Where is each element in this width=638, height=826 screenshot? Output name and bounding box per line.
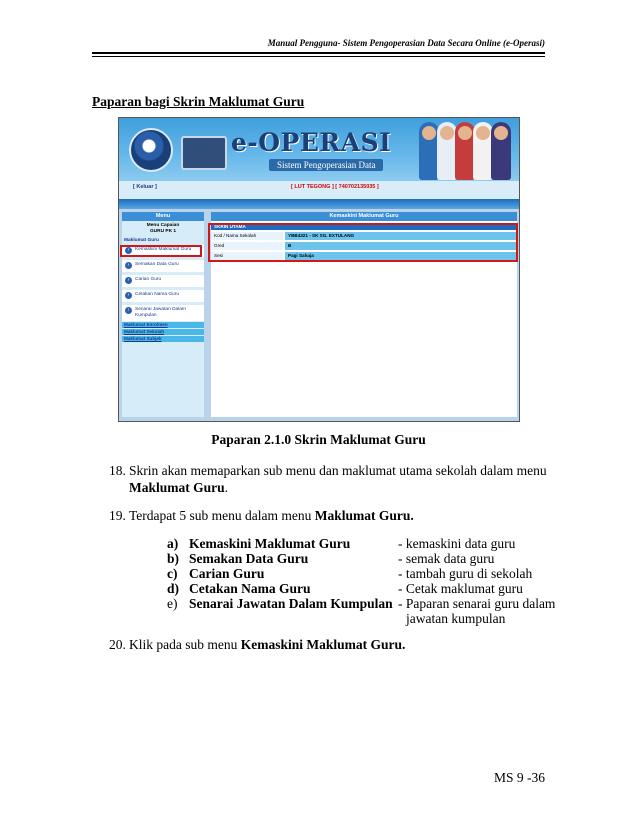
- user-info: [ LUT TEGONG ] [ 740702135035 ]: [291, 184, 379, 190]
- sidebar-menu: [122, 212, 204, 417]
- arrow-right-icon: ›: [125, 307, 132, 314]
- sidebar-link-subjek[interactable]: Maklumat Subjek: [122, 336, 204, 342]
- app-subtitle: Sistem Pengoperasian Data: [269, 159, 383, 171]
- sidebar-item-label: Semakan Data Guru: [135, 262, 179, 267]
- sidebar-item-label: Cetakan Nama Guru: [135, 292, 179, 297]
- step-20-bold: Kemaskini Maklumat Guru.: [240, 637, 406, 652]
- highlight-box-main: [208, 223, 518, 262]
- submenu-desc: - tambah guru di sekolah: [398, 566, 533, 581]
- step-18-end: .: [224, 480, 229, 495]
- page-number: MS 9 -36: [493, 770, 545, 785]
- submenu-name: Cetakan Nama Guru: [189, 581, 311, 596]
- sidebar-item-senarai-jawatan[interactable]: [122, 305, 204, 321]
- sidebar-item-semakan[interactable]: [122, 260, 204, 272]
- section-title: Paparan bagi Skrin Maklumat Guru: [92, 94, 305, 109]
- sidebar-item-label: Kemaskini Maklumat Guru: [135, 247, 192, 252]
- step-19-bold: Maklumat Guru.: [314, 508, 414, 523]
- row-label: Gred: [211, 242, 283, 250]
- app-banner: [119, 118, 519, 181]
- row-value: YBB4321 - SK SG. EXTULANG: [285, 232, 517, 240]
- menu-caption-line1: Menu Capaian: [146, 223, 180, 228]
- submenu-letter: d): [167, 581, 180, 596]
- person-photo-icon: [455, 122, 475, 180]
- arrow-right-icon: ›: [125, 292, 132, 299]
- main-heading: Kemaskini Maklumat Guru: [211, 212, 517, 221]
- row-label: Kod / Nama Sekolah: [211, 232, 283, 240]
- person-photo-icon: [419, 122, 439, 180]
- step-18-text: Skrin akan memaparkan sub menu dan maklumat utama sekolah dalam menu: [129, 463, 547, 478]
- arrow-right-icon: ›: [125, 247, 132, 254]
- row-value: B: [285, 242, 517, 250]
- step-20-line: [129, 636, 405, 653]
- step-19-number: 19.: [109, 508, 126, 523]
- page-header-text: Manual Pengguna- Sistem Pengoperasian Data Secara Online (e-Operasi): [267, 38, 545, 48]
- step-18-number: 18.: [109, 463, 126, 478]
- submenu-letter: a): [167, 536, 179, 551]
- submenu-desc-cont: jawatan kumpulan: [406, 611, 506, 626]
- highlight-box-sidebar: [120, 245, 202, 257]
- row-value: Pagi Sahaja: [285, 252, 517, 260]
- step-19-text: Terdapat 5 sub menu dalam menu: [129, 508, 315, 523]
- submenu-letter: c): [167, 566, 178, 581]
- submenu-name: Senarai Jawatan Dalam Kumpulan: [189, 596, 393, 611]
- sidebar-item-cetakan[interactable]: [122, 290, 204, 302]
- nav-strip: [119, 199, 519, 209]
- person-photo-icon: [491, 122, 511, 180]
- user-bar: [119, 181, 519, 199]
- person-photo-icon: [437, 122, 457, 180]
- ministry-logo-icon: [129, 128, 173, 172]
- logout-link[interactable]: [ Keluar ]: [133, 184, 157, 190]
- sidebar-link-enrolmen[interactable]: Maklumat Enrolmen: [122, 322, 204, 328]
- submenu-name: Kemaskini Maklumat Guru: [189, 536, 351, 551]
- sidebar-heading: Menu: [122, 212, 204, 221]
- submenu-name: Carian Guru: [189, 566, 265, 581]
- menu-caption: [122, 223, 204, 235]
- computer-monitor-icon: [181, 136, 227, 170]
- submenu-desc: - Cetak maklumat guru: [398, 581, 523, 596]
- sidebar-item-label: Carian Guru: [135, 277, 162, 282]
- app-title: e-OPERASI: [231, 128, 392, 157]
- submenu-letter: e): [167, 596, 178, 611]
- submenu-letter: b): [167, 551, 180, 566]
- submenu-name: Semakan Data Guru: [189, 551, 309, 566]
- step-20-number: 20.: [109, 637, 126, 652]
- step-18-line2: [129, 479, 228, 496]
- step-20-text: Klik pada sub menu: [129, 637, 241, 652]
- header-rule-thick: [92, 52, 545, 54]
- submenu-desc: - semak data guru: [398, 551, 495, 566]
- menu-caption-line2: GURU PK 1: [149, 229, 177, 234]
- row-label: Sesi: [211, 252, 283, 260]
- step-19-line: [129, 507, 414, 524]
- arrow-right-icon: ›: [125, 277, 132, 284]
- arrow-right-icon: ›: [125, 262, 132, 269]
- skrin-utama-heading: SKRIN UTAMA: [211, 224, 517, 230]
- sidebar-link-sekolah[interactable]: Maklumat Sekolah: [122, 329, 204, 335]
- figure-caption: Paparan 2.1.0 Skrin Maklumat Guru: [211, 432, 426, 447]
- submenu-desc: - kemaskini data guru: [398, 536, 516, 551]
- header-rule-thin: [92, 56, 545, 57]
- submenu-desc: - Paparan senarai guru dalam: [398, 596, 556, 611]
- sidebar-item-label: Senarai Jawatan Dalam Kumpulan: [135, 307, 186, 318]
- sidebar-item-carian[interactable]: [122, 275, 204, 287]
- sidebar-group-maklumat-guru[interactable]: Maklumat Guru: [122, 237, 204, 244]
- person-photo-icon: [473, 122, 493, 180]
- step-18-bold: Maklumat Guru: [129, 480, 225, 495]
- app-screenshot: [118, 117, 520, 422]
